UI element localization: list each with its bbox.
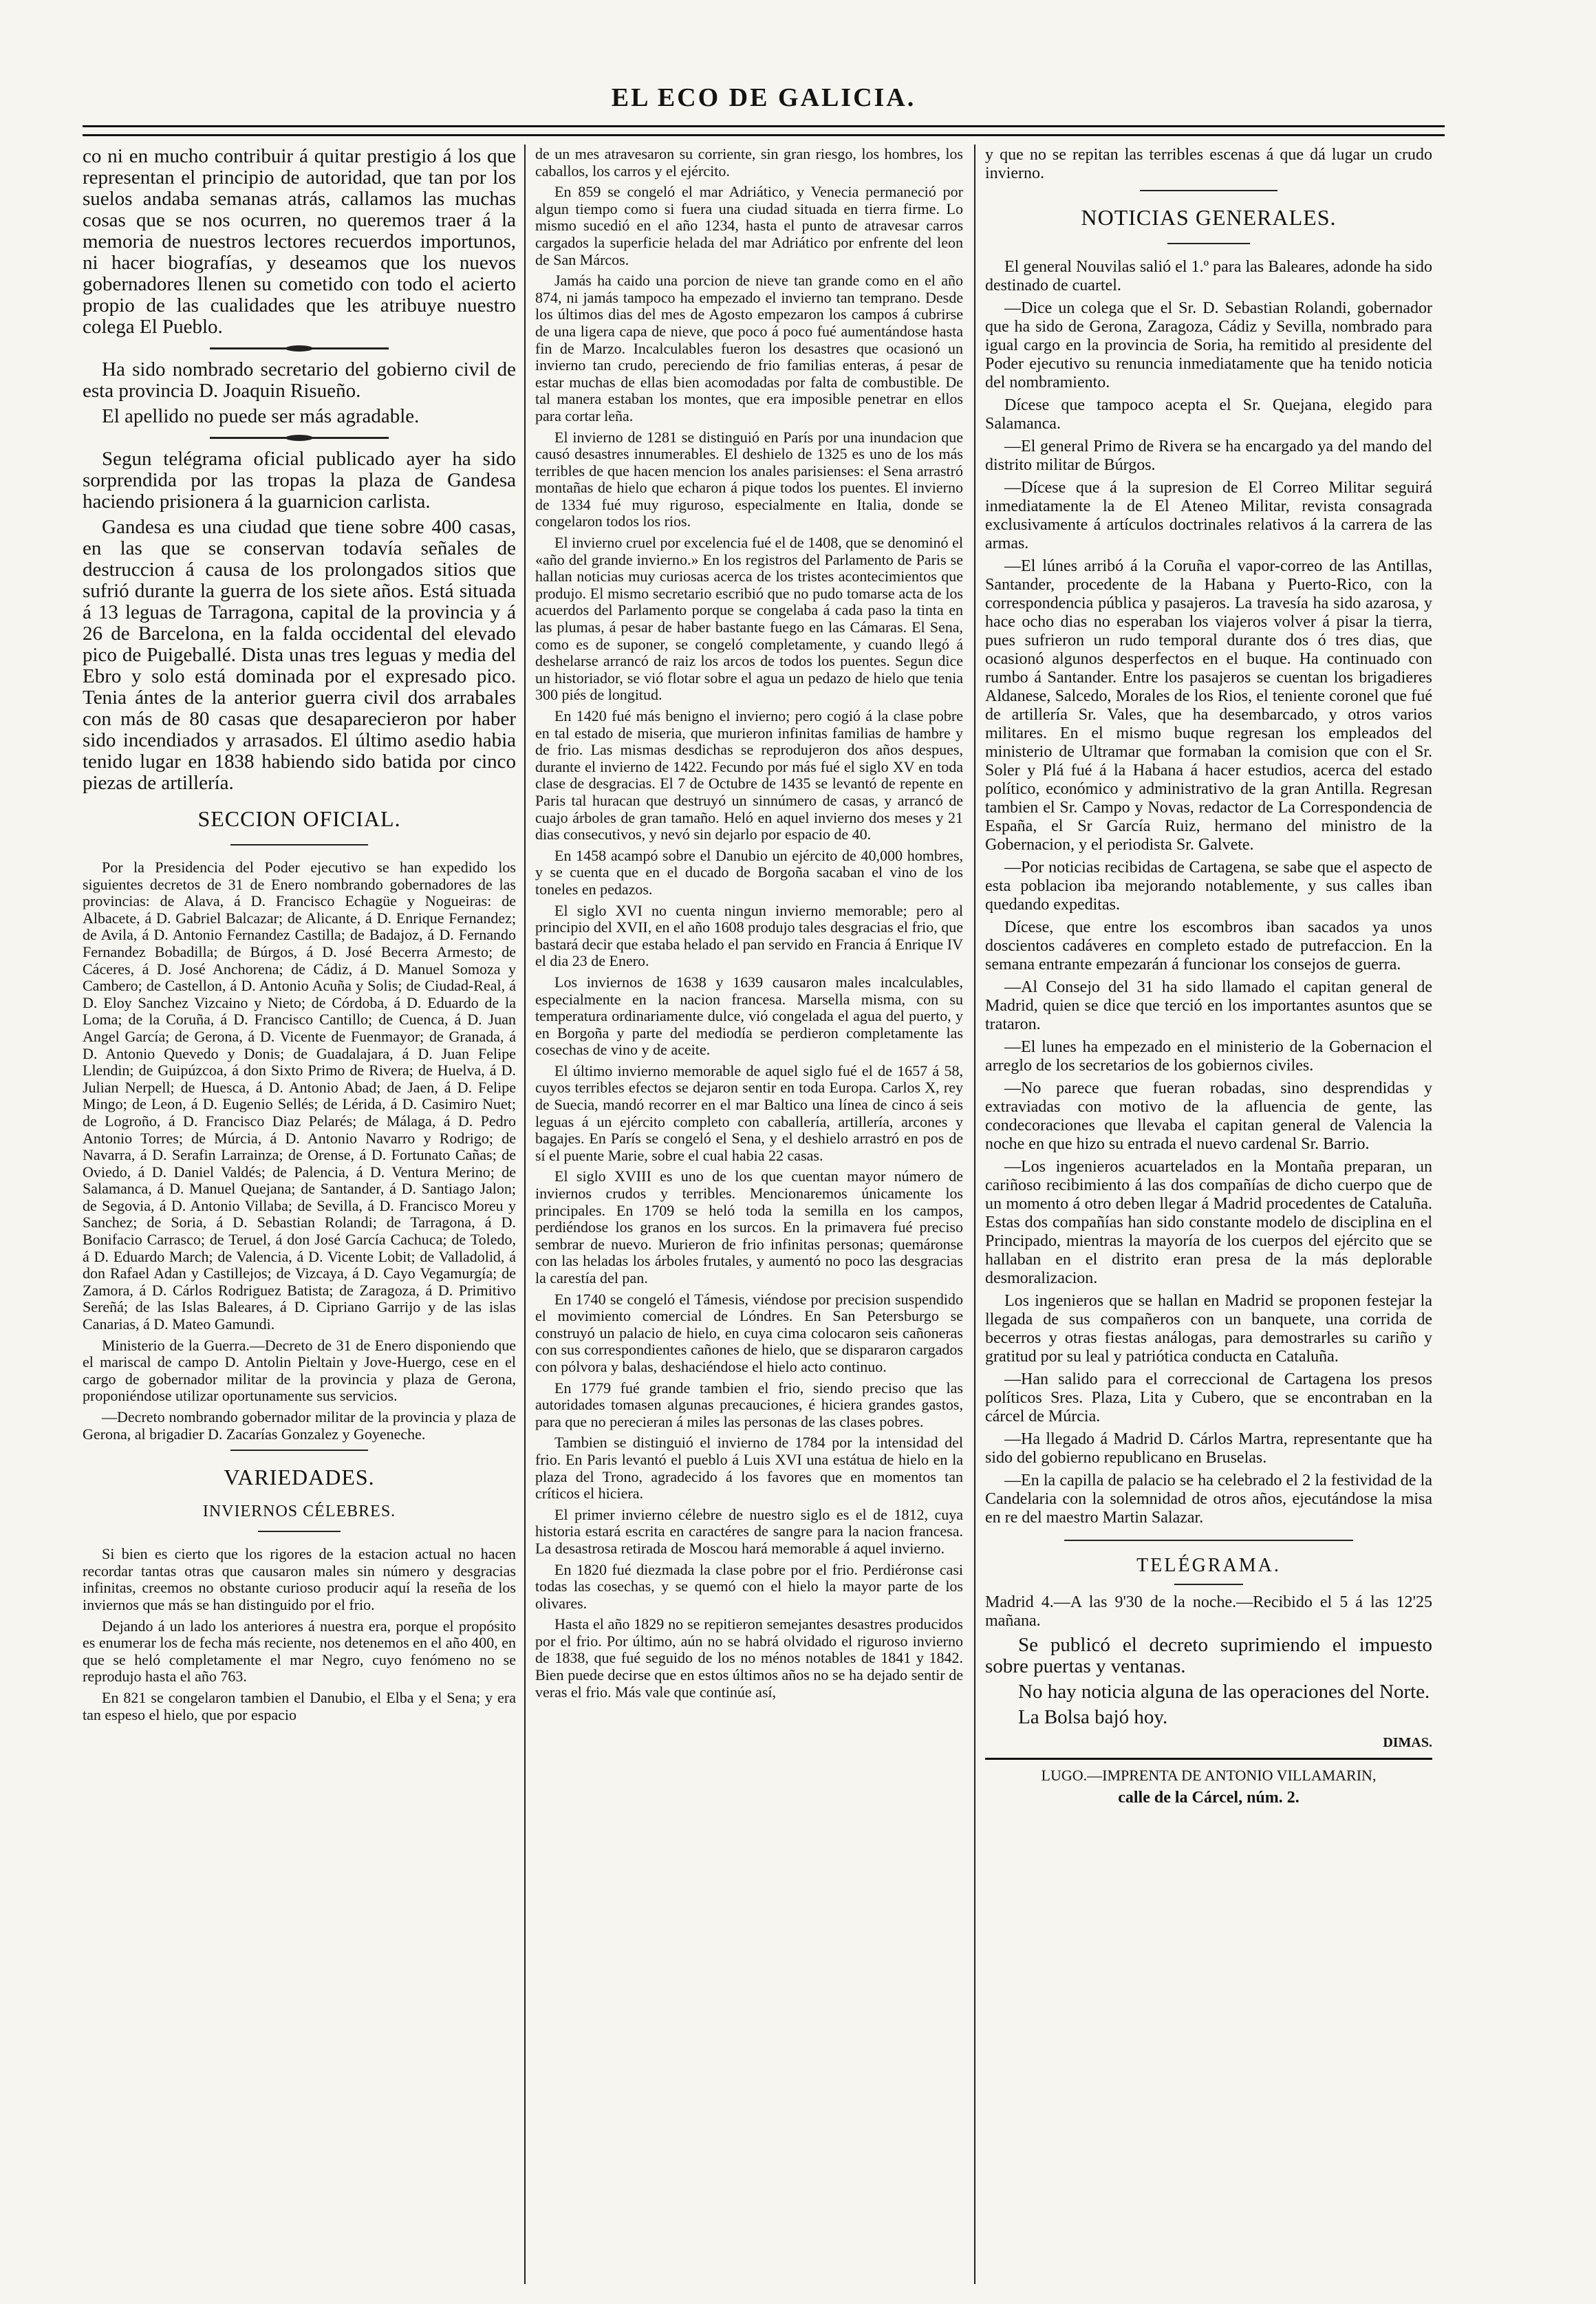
article-paragraph: En 1820 fué diezmada la clase pobre por el frio. Perdiéronse casi todas las cosechas, y se quemó con el hielo la mayor parte de los olivares. (535, 1560, 963, 1612)
imprint-address: calle de la Cárcel, núm. 2. (1118, 1789, 1300, 1807)
subheading-inviernos: INVIERNOS CÉLEBRES. (202, 1503, 396, 1521)
article-paragraph: —El general Primo de Rivera se ha encargado ya del mando del distrito militar de Búrgos. (985, 438, 1432, 474)
imprint-line: LUGO.—IMPRENTA DE ANTONIO VILLAMARIN, (1041, 1767, 1377, 1784)
article-paragraph: En 1740 se congeló el Támesis, viéndose por precision suspendido el movimiento comercial de Lóndres. En San Petersburgo se construyó un palacio de hielo, en cuya cima colocaron seis cañoneras con sus correspondientes cañones de hielo, que se dispararon cargados con pólvora y balas, deshaciéndose el hielo acto continuo. (535, 1290, 963, 1375)
article-paragraph: Dícese que tampoco acepta el Sr. Quejana, elegido para Salamanca. (985, 396, 1432, 433)
separator (210, 437, 389, 439)
separator (230, 1450, 368, 1451)
column-divider-1 (524, 144, 526, 2284)
column-1 (83, 146, 516, 1727)
section-heading-variedades: VARIEDADES. (224, 1465, 375, 1490)
signature: DIMAS. (1383, 1735, 1432, 1750)
column-divider-2 (974, 144, 975, 2284)
heading-rule (1174, 1584, 1243, 1585)
telegram-text: La Bolsa bajó hoy. (1018, 1706, 1168, 1728)
article-paragraph: —Dícese que á la supresion de El Correo Militar seguirá inmediatamente la de El Ateneo Militar, revista consagrada exclusivamente á artículos doctrinales relativos á la carrera de las armas. (985, 479, 1432, 552)
article-paragraph: —Ha llegado á Madrid D. Cárlos Martra, representante que ha sido del gobierno republicano en Bruselas. (985, 1430, 1432, 1467)
article-paragraph: —Al Consejo del 31 ha sido llamado el capitan general de Madrid, quien se dice que terció en los importantes asuntos que se trataron. (985, 978, 1432, 1033)
article-paragraph: Los ingenieros que se hallan en Madrid se proponen festejar la llegada de sus compañeros con un banquete, una corrida de becerros y otras fiestas análogas, para demostrarles su cariño y gratitud por su leal y patriótica conducta en Cataluña. (985, 1292, 1432, 1366)
article-paragraph: —En la capilla de palacio se ha celebrado el 2 la festividad de la Candelaria con la solemnidad de otros años, ejecutándose la misa en re del maestro Martin Salazar. (985, 1472, 1432, 1527)
article-paragraph: Segun telégrama oficial publicado ayer ha sido sorprendida por las tropas la plaza de Gandesa haciendo prisionera á la guarnicion carlista. (83, 448, 516, 513)
article-paragraph: Ha sido nombrado secretario del gobierno civil de esta provincia D. Joaquin Risueño. (83, 358, 516, 402)
section-heading-telegrama: TELÉGRAMA. (1136, 1555, 1281, 1576)
article-paragraph: co ni en mucho contribuir á quitar prestigio á los que representan el principio de autoridad, que tan por los suelos andaba semanas atrás, callamos las muchas cosas que se nos ocurren, no queremos traer á la memoria de nuestros lectores recuerdos importunos, ni hacer biografías, y deseamos que los nuevos gobernadores llenen su cometido con todo el acierto propio de las cualidades que les atribuye nuestro colega El Pueblo. (83, 146, 516, 338)
article-paragraph: El invierno de 1281 se distinguió en París por una inundacion que causó desastres innumerables. El deshielo de 1325 es uno de los más terribles de que hacen mencion los anales parisienses: el Sena arrastró montañas de hielo que echaron á pique todos los puentes. El invierno de 1334 fué muy riguroso, especialmente en Italia, donde se congelaron todos los rios. (535, 428, 963, 530)
masthead: EL ECO DE GALICIA. (611, 83, 916, 112)
article-paragraph: En 1458 acampó sobre el Danubio un ejército de 40,000 hombres, y se cuenta que en el ducado de Borgoña sacaban el vino de los toneles en pedazos. (535, 846, 963, 898)
article-paragraph: En 821 se congelaron tambien el Danubio, el Elba y el Sena; y era tan espeso el hielo, que por espacio (83, 1688, 516, 1723)
article-paragraph: —El lúnes arribó á la Coruña el vapor-correo de las Antillas, Santander, procedente de la Habana y Puerto-Rico, con la correspondencia pública y pasajeros. La travesía ha sido azarosa, y hace ocho dias no esperaban los viajeros volver á pisar la tierra, pues sufrieron un rudo temporal durante dos ó tres dias, que ocasionó algunos desperfectos en el buque. Ha continuado con rumbo á Santander. Entre los pasajeros se cuentan los brigadieres Aldanese, Salcedo, Morales de los Rios, el teniente coronel que fué de artillería Sr. Vales, que ha desembarcado, y otros varios militares. En el mismo buque regresan los empleados del ministerio de Ultramar que formaban la comision que con el Sr. Soler y Plá fué á la Habana á hacer estudios, acerca del estado político, económico y administrativo de la gran Antilla. Regresan tambien el Sr. Campo y Novas, redactor de La Correspondencia de España, el Sr García Ruiz, hermano del ministro de la Gobernacion, y el periodista Sr. Galvete. (985, 557, 1432, 854)
article-paragraph: Tambien se distinguió el invierno de 1784 por la intensidad del frio. En Paris levantó el pueblo á Luis XVI una estátua de hielo en la plaza del Trono, agradecido á los favores que en momentos tan críticos el hiciera. (535, 1434, 963, 1503)
article-paragraph: —No parece que fueran robadas, sino desprendidas y extraviadas con motivo de la afluencia de gente, las condecoraciones que llevaba el capitan general de Valencia la noche en que hizo su entrada el nuevo cardenal Sr. Barrio. (985, 1079, 1432, 1153)
column-2 (535, 146, 963, 1705)
article-paragraph: de un mes atravesaron su corriente, sin gran riesgo, los hombres, los caballos, los carros y el ejército. (535, 146, 963, 180)
article-paragraph: —Dice un colega que el Sr. D. Sebastian Rolandi, gobernador que ha sido de Gerona, Zaragoza, Cádiz y Sevilla, nombrado para igual cargo en la provincia de Soria, ha remitido al presidente del Poder ejecutivo su renuncia inmediatamente que ha tenido noticia del nombramiento. (985, 299, 1432, 391)
article-paragraph: Los inviernos de 1638 y 1639 causaron males incalculables, especialmente en la nacion francesa. Marsella misma, con su temperatura ordinariamente dulce, vió congelada el agua del puerto, y en Borgoña y parte del mediodía se perdieron completamente las cosechas de vino y de aceite. (535, 973, 963, 1059)
article-paragraph: Gandesa es una ciudad que tiene sobre 400 casas, en las que se conservan todavía señales de destruccion á causa de los prolongados sitios que sufrió durante la guerra de los siete años. Está situada á 13 leguas de Tarragona, capital de la provincia y á 26 de Barcelona, en la falda occidental del elevado pico de Puigeballé. Dista unas tres leguas y media del Ebro y solo está dominada por el expresado pico. Tenia ántes de la anterior guerra civil dos arrabales con más de 80 casas que desaparecieron por haber sido incendiados y arrasados. El último asedio habia tenido lugar en 1838 habiendo sido batida por cinco piezas de artillería. (83, 516, 516, 794)
heading-rule (230, 844, 368, 846)
article-paragraph: En 1420 fué más benigno el invierno; pero cogió á la clase pobre en tal estado de miseria, que murieron infinitas familias de hambre y de frio. Las mismas desdichas se reprodujeron dos años despues, durante el invierno de 1422. Fecundo por más fué el siglo XV en toda clase de desgracias. El 7 de Octubre de 1435 se levantó de repente en Paris tal huracan que destruyó un sinnúmero de casas, y arrancó de cuajo árboles de gran tamaño. Heló en aquel invierno dos meses y 21 dias consecutivos, y nevó sin dejarlo por espacio de 40. (535, 707, 963, 843)
article-paragraph: —El lunes ha empezado en el ministerio de la Gobernacion el arreglo de los secretarios de los gobiernos civiles. (985, 1038, 1432, 1075)
article-paragraph: Si bien es cierto que los rigores de la estacion actual no hacen recordar tantas otras que causaron males sin número y desgracias infinitas, creemos no obstante curioso producir aquí la reseña de los inviernos que más se han distinguido por el frio. (83, 1545, 516, 1613)
article-paragraph: Jamás ha caido una porcion de nieve tan grande como en el año 874, ni jamás tampoco ha empezado el invierno tan temprano. Desde los últimos dias del mes de Agosto empezaron los campos á cubrirse de una ligera capa de nieve, que poco á poco fué aumentándose hasta fin de Marzo. Incalculables fueron los desastres que ocasionó un invierno tan crudo, pereciendo de frio familias enteras, á pesar de estar muchas de ellas bien acomodadas por falta de combustible. De tal manera estaban los montes, que era imposible penetrar en ellos para cortar leña. (535, 272, 963, 424)
article-paragraph: Dícese, que entre los escombros iban sacados ya unos doscientos cadáveres en completo estado de putrefaccion. En la semana entrante empezarán á funcionar los consejos de guerra. (985, 918, 1432, 973)
telegram-dateline: Madrid 4.—A las 9'30 de la noche.—Recibido el 5 á las 12'25 mañana. (985, 1593, 1432, 1630)
article-paragraph: El último invierno memorable de aquel siglo fué el de 1657 á 58, cuyos terribles efectos se dejaron sentir en toda Europa. Carlos X, rey de Suecia, mandó recorrer en el mar Baltico una línea de cinco á seis leguas á un ejército completo con caballería, artillería, arcones y bagajes. En París se congeló el Sena, y el deshielo arrastró en pos de sí el puente Marie, sobre el cual habia 22 casas. (535, 1062, 963, 1164)
telegram-text: No hay noticia alguna de las operaciones del Norte. (1018, 1681, 1430, 1703)
separator (210, 347, 389, 349)
article-paragraph: El siglo XVIII es uno de los que cuentan mayor número de inviernos crudos y terribles. Mencionaremos únicamente los principales. En 1709 se heló toda la semilla en los campos, perdiéndose los granos en los surcos. En la primavera fué preciso sembrar de nuevo. Murieron de frio infinitas personas; quemáronse con las heladas los árboles frutales, y aumentó no poco las desgracias la carestía del pan. (535, 1167, 963, 1286)
article-paragraph: —Por noticias recibidas de Cartagena, se sabe que el aspecto de esta poblacion iba mejorando notablemente, y sus calles iban quedando expeditas. (985, 859, 1432, 914)
article-paragraph: El general Nouvilas salió el 1.º para las Baleares, adonde ha sido destinado de cuartel. (985, 258, 1432, 294)
article-paragraph: El invierno cruel por excelencia fué el de 1408, que se denominó el «año del grande invierno.» En los registros del Parlamento de Paris se hallan noticias muy curiosas acerca de los tristes acontecimientos que produjo. El mismo secretario escribió que no pudo tomarse acta de los acuerdos del Parlamento porque se congelaba á cada paso la tinta en las plumas, á pesar de haber bastante fuego en las Cámaras. El Sena, como es de suponer, se congeló completamente, y cuando llegó á deshelarse arrancó de raiz los arcos de todos los puentes. Segun dice un historiador, se vió flotar sobre el agua un pedazo de hielo que tenia 300 piés de longitud. (535, 534, 963, 704)
heading-rule (1167, 243, 1250, 244)
imprint (985, 1758, 1432, 1807)
section-heading-noticias: NOTICIAS GENERALES. (1081, 205, 1337, 230)
masthead-rule (83, 125, 1445, 136)
telegram-text: Se publicó el decreto suprimiendo el impuesto sobre puertas y ventanas. (985, 1634, 1432, 1677)
article-paragraph: El primer invierno célebre de nuestro siglo es el de 1812, cuya historia estará escrita en caractéres de sangre para la nacion francesa. La desastrosa retirada de Moscou hará memorable á aquel invierno. (535, 1505, 963, 1557)
article-paragraph: Por la Presidencia del Poder ejecutivo se han expedido los siguientes decretos de 31 de Enero nombrando gobernadores de las provincias: de Alava, á D. Francisco Echagüe y Nogueiras: de Albacete, á D. Gabriel Balcazar; de Alicante, á D. Enrique Fernandez; de Avila, á D. Antonio Fernandez Castilla; de Badajoz, á D. Fernando Fernandez Bobadilla; de Búrgos, á D. José Becerra Armesto; de Cáceres, á D. José Anchorena; de Cádiz, á D. Manuel Somoza y Cambero; de Castellon, á D. Antonio Acuña y Solis; de Ciudad-Real, á D. Eloy Sanchez Vizcaino y Nieto; de Córdoba, á D. Eduardo de la Loma; de la Coruña, á D. Francisco Cantillo; de Cuenca, á D. Juan Angel García; de Gerona, á D. Vicente de Fuenmayor; de Granada, á D. Antonio Quevedo y Donis; de Guadalajara, á D. Juan Felipe Llendin; de Guipúzcoa, á don Sixto Primo de Rivera; de Huelva, á D. Julian Nerpell; de Huesca, á D. Antonio Abad; de Jaen, á D. Felipe Mingo; de Leon, á D. Eugenio Sellés; de Lérida, á D. Casimiro Nuet; de Logroño, á D. Francisco Diaz Pelarés; de Málaga, á D. Pedro Antonio Torres; de Múrcia, á D. Antonio Navarro y Rodrigo; de Navarra, á D. Serafin Larrainza; de Orense, á D. Fortunato Cañas; de Oviedo, á D. Daniel Valdés; de Palencia, á D. Ventura Merino; de Salamanca, á D. Manuel Quejana; de Santander, á D. Santiago Jalon; de Segovia, á D. Antonio Villaba; de Sevilla, á D. Francisco Moreu y Sanchez; de Soria, á D. Sebastian Rolandi; de Tarragona, á D. Bonifacio Carrasco; de Teruel, á don José García Cachuca; de Toledo, á D. Eduardo March; de Valencia, á D. Vicente Lobit; de Valladolid, á don Rafael Adan y Castillejos; de Vizcaya, á D. Cayo Vegamurgía; de Zamora, á D. Cárlos Rodriguez Batista; de Zaragoza, á D. Primitivo Sereñá; de las Islas Baleares, á D. Cipriano Garrijo y de las islas Canarias, á D. Mateo Gamundi. (83, 859, 516, 1333)
article-paragraph: y que no se repitan las terribles escenas á que dá lugar un crudo invierno. (985, 146, 1432, 182)
heading-rule (258, 1531, 341, 1532)
article-paragraph: Ministerio de la Guerra.—Decreto de 31 de Enero disponiendo que el mariscal de campo D. Antolin Pieltain y Jove-Huergo, cese en el cargo de gobernador militar de la provincia y plaza de Gerona, proponiéndose utilizar oportunamente sus servicios. (83, 1336, 516, 1405)
column-3 (985, 146, 1432, 1807)
telegram-block (985, 1593, 1432, 1728)
separator (1064, 1540, 1353, 1541)
article-paragraph: El apellido no puede ser más agradable. (102, 405, 420, 427)
article-paragraph: —Los ingenieros acuartelados en la Montaña preparan, un cariñoso recibimiento á las dos compañías de dicho cuerpo que de un momento á otro deben llegar á Madrid procedentes de Cataluña. Estas dos compañías han sido constante modelo de disciplina en el Principado, mientras la mayoría de los cuerpos del ejército que se hallaban en el distrito eran presa de la más deplorable desmoralizacion. (985, 1158, 1432, 1287)
article-paragraph: En 1779 fué grande tambien el frio, siendo preciso que las autoridades tomasen algunas precauciones, é hiciera grandes gastos, para que no perecieran á miles las personas de las clases pobres. (535, 1379, 963, 1430)
article-paragraph: Hasta el año 1829 no se repitieron semejantes desastres producidos por el frio. Por último, aún no se habrá olvidado el riguroso invierno de 1838, que fué seguido de los no ménos notables de 1841 y 1842. Bien puede decirse que en estos últimos años no se ha dejado sentir de veras el frio. Más vale que continúe así, (535, 1615, 963, 1701)
article-paragraph: El siglo XVI no cuenta ningun invierno memorable; pero al principio del XVII, en el año 1608 produjo tales desgracias el frio, que bastará decir que estaba helado el pan servido en Francia á Enrique IV el dia 23 de Enero. (535, 901, 963, 970)
article-paragraph: En 859 se congeló el mar Adriático, y Venecia permaneció por algun tiempo como si fuera una ciudad situada en tierra firme. Lo mismo sucedió en el año 1234, hasta el punto de atravesar carros cargados la superficie helada del mar Adriático por enfrente del leon de San Márcos. (535, 183, 963, 268)
separator (1140, 190, 1277, 191)
section-heading-oficial: SECCION OFICIAL. (197, 806, 401, 831)
article-paragraph: —Han salido para el correccional de Cartagena los presos políticos Sres. Plaza, Lita y Cubero, que se encontraban en la cárcel de Múrcia. (985, 1370, 1432, 1425)
article-paragraph: Dejando á un lado los anteriores á nuestra era, porque el propósito es enumerar los de fecha más reciente, nos detenemos en el año 400, en que se heló completamente el mar Negro, cuyo fenómeno no se reprodujo hasta el año 763. (83, 1617, 516, 1686)
article-paragraph: —Decreto nombrando gobernador militar de la provincia y plaza de Gerona, al brigadier D. Zacarías Gonzalez y Goyeneche. (83, 1408, 516, 1443)
